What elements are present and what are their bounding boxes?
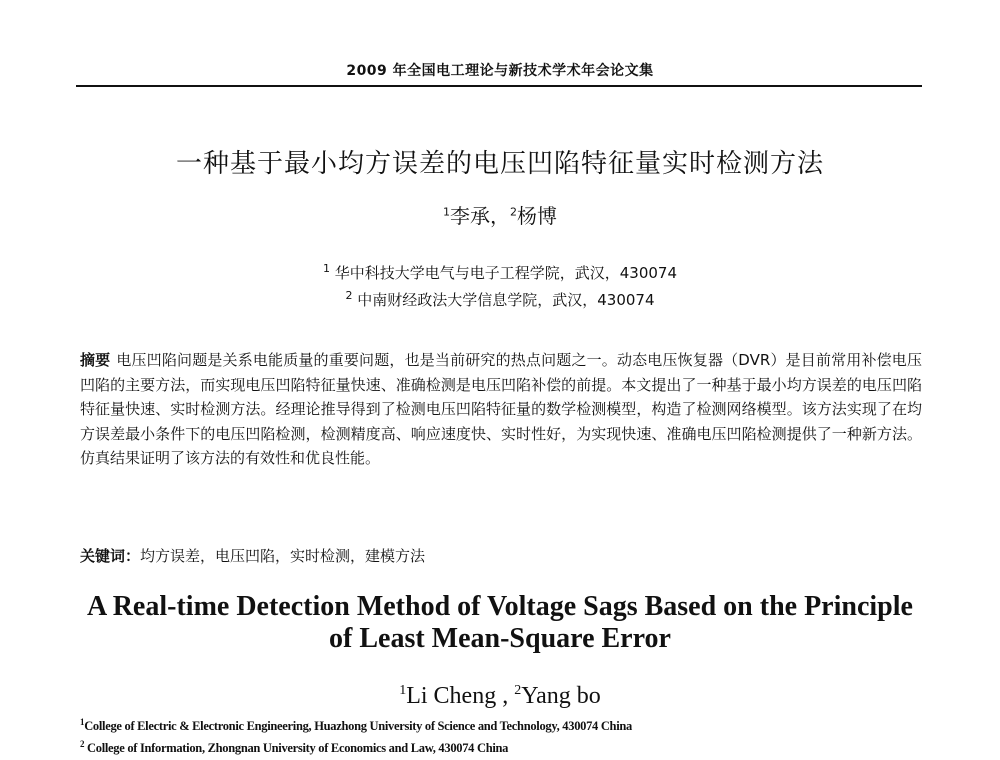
header-rule <box>76 85 922 87</box>
author-mark: 1 <box>443 205 450 219</box>
author-list-en <box>0 683 1000 710</box>
affiliation-en <box>80 716 940 734</box>
affiliation-text: 华中科技大学电气与电子工程学院，武汉，430074 <box>334 264 678 282</box>
abstract-text: 电压凹陷问题是关系电能质量的重要问题，也是当前研究的热点问题之一。动态电压恢复器（DVR）是目前常用补偿电压凹陷的主要方法，而实现电压凹陷特征量快速、准确检测是电压凹陷补偿的前提。本文提出了一种基于最小均方误差的电压凹陷特征量快速、实时检测方法。经理论推导得到了检测电压凹陷特征量的数学检测模型，构造了检测网络模型。该方法实现了在均方误差最小条件下的电压凹陷检测，检测精度高、响应速度快、实时性好，为实现快速、准确电压凹陷检测提供了一种新方法。仿真结果证明了该方法的有效性和优良性能。 <box>80 351 922 467</box>
affiliation-mark: 2 <box>345 289 353 302</box>
abstract <box>80 348 922 471</box>
affiliation-mark: 1 <box>80 716 85 727</box>
affiliation-mark: 2 <box>80 738 85 749</box>
affiliation-text: College of Information, Zhongnan University of Economics and Law, 430074 China <box>87 741 509 755</box>
affiliation-text: College of Electric & Electronic Engineering, Huazhong University of Science and Technology, 430074 China <box>84 719 632 733</box>
abstract-label: 摘要 <box>80 351 111 369</box>
affiliation-en <box>80 738 940 756</box>
affiliation-mark: 1 <box>322 262 330 275</box>
running-header: 2009 年全国电工理论与新技术学术年会论文集 <box>346 63 654 79</box>
affiliation-text: 中南财经政法大学信息学院，武汉，430074 <box>357 291 655 309</box>
author-mark: 2 <box>514 683 522 698</box>
affiliation-cn <box>0 289 1000 310</box>
author-list-cn <box>0 200 1000 229</box>
author-name: Yang bo <box>521 683 601 709</box>
author-separator: , <box>496 683 515 709</box>
author-separator: ， <box>490 204 510 228</box>
paper-title-cn: 一种基于最小均方误差的电压凹陷特征量实时检测方法 <box>175 149 824 179</box>
keywords-label: 关键词： <box>80 547 141 565</box>
author-name: 李承 <box>450 204 490 228</box>
paper-title-en-line: of Least Mean-Square Error <box>329 623 671 654</box>
paper-title-en <box>60 591 940 655</box>
author-mark: 1 <box>399 683 407 698</box>
author-mark: 2 <box>510 205 517 219</box>
paper-title-en-line: A Real-time Detection Method of Voltage Sags Based on the Principle <box>87 591 913 622</box>
keywords <box>80 545 922 566</box>
author-name: 杨博 <box>517 204 557 228</box>
affiliation-cn <box>0 262 1000 283</box>
keywords-text: 均方误差，电压凹陷，实时检测，建模方法 <box>140 547 426 565</box>
author-name: Li Cheng <box>406 683 497 709</box>
